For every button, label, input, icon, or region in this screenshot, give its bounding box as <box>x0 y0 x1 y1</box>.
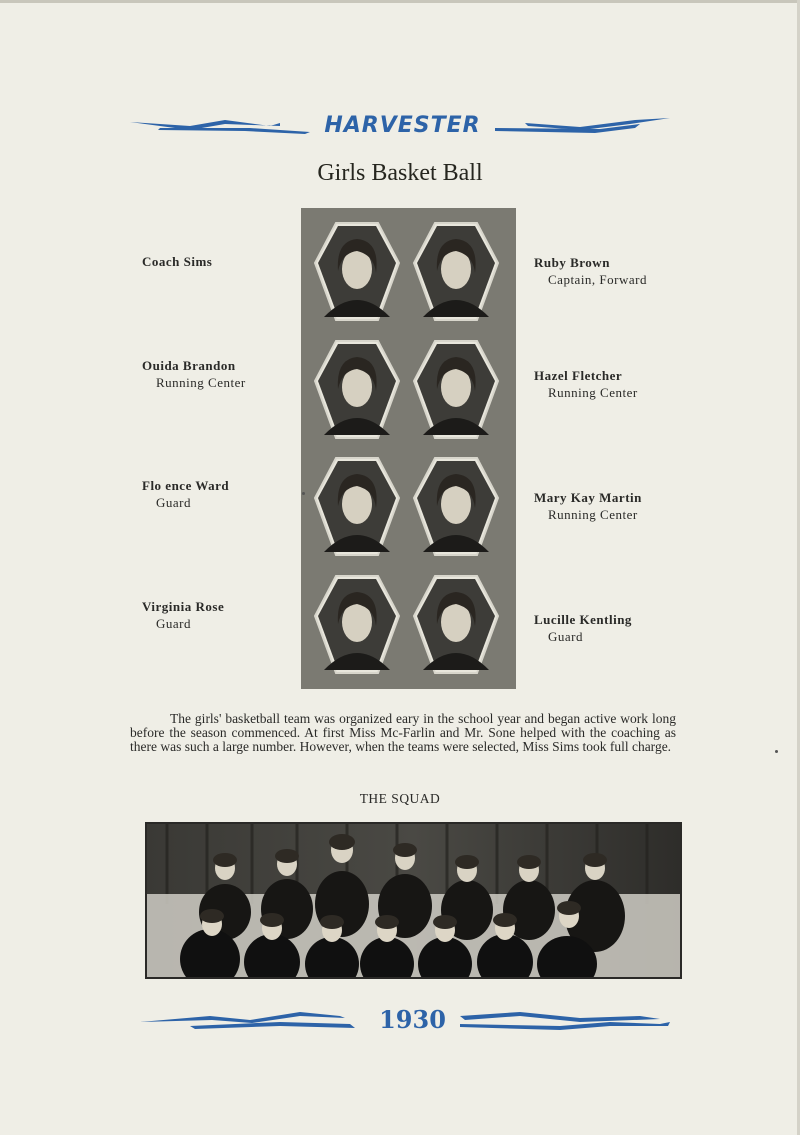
caption-name: Flo ence Ward <box>142 478 230 493</box>
portrait-panel <box>301 208 516 689</box>
page-speck <box>302 492 305 495</box>
caption-role: Guard <box>156 495 191 510</box>
caption-name: Virginia Rose <box>142 599 225 614</box>
caption-florence-ward <box>142 477 229 511</box>
footer-year: 1930 <box>379 1005 446 1034</box>
caption-ruby-brown <box>534 254 647 288</box>
squad-label: THE SQUAD <box>359 791 441 806</box>
team-description: The girls' basketball team was organized eary in the school year and began active work long before the season commenced. At first Miss Mc-Farlin and Mr. Sone helped with the coaching as there was such a large number. However, when the teams were selected, Miss Sims took full charge. <box>130 711 676 754</box>
caption-name: Ouida Brandon <box>142 358 236 373</box>
caption-hazel-fletcher <box>534 367 638 401</box>
portrait-photo <box>413 221 499 322</box>
squad-photo <box>145 822 682 979</box>
portrait-photo <box>314 339 400 440</box>
caption-role: Guard <box>548 629 583 644</box>
portrait-photo <box>314 574 400 675</box>
page-title: Girls Basket Ball <box>317 160 483 186</box>
group-photo-image <box>147 824 680 977</box>
portrait-photo <box>413 456 499 557</box>
portrait-photo-image <box>314 339 400 440</box>
footer-banner <box>140 1005 685 1034</box>
caption-name: Mary Kay Martin <box>534 490 642 505</box>
caption-name: Ruby Brown <box>534 255 610 270</box>
caption-name: Coach Sims <box>142 254 213 269</box>
caption-name: Lucille Kentling <box>534 612 632 627</box>
portrait-photo-image <box>314 456 400 557</box>
caption-mary-kay-martin <box>534 489 642 523</box>
page-top-edge <box>0 0 800 3</box>
portrait-photo-image <box>413 339 499 440</box>
banner-title: HARVESTER <box>324 113 481 138</box>
portrait-photo-image <box>413 456 499 557</box>
portrait-photo <box>314 221 400 322</box>
caption-role: Running Center <box>548 507 638 522</box>
portrait-photo <box>413 574 499 675</box>
caption-role: Running Center <box>156 375 246 390</box>
caption-role: Guard <box>156 616 191 631</box>
page-speck <box>775 750 778 753</box>
header-banner <box>130 114 675 138</box>
portrait-photo-image <box>314 574 400 675</box>
caption-virginia-rose <box>142 598 224 632</box>
caption-coach-sims <box>142 253 212 270</box>
caption-role: Running Center <box>548 385 638 400</box>
caption-ouida-brandon <box>142 357 246 391</box>
portrait-photo-image <box>413 574 499 675</box>
portrait-photo-image <box>314 221 400 322</box>
portrait-photo-image <box>413 221 499 322</box>
portrait-photo <box>314 456 400 557</box>
caption-lucille-kentling <box>534 611 632 645</box>
caption-role: Captain, Forward <box>548 272 647 287</box>
portrait-photo <box>413 339 499 440</box>
caption-name: Hazel Fletcher <box>534 368 623 383</box>
